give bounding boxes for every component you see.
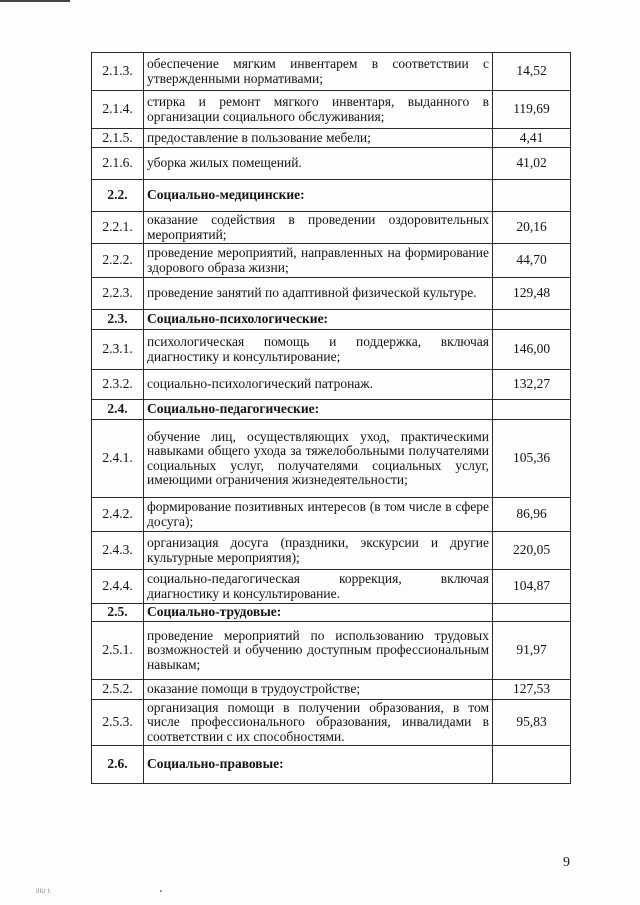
service-description: обучение лиц, осуществляющих уход, практическими навыками общего ухода за тяжелобольными получателями социальных услуг, получателями социальных услуг, имеющими ограничения жизнедеятельности;	[144, 420, 493, 498]
row-number: 2.2.2.	[92, 244, 144, 278]
tariff-value: 91,97	[493, 622, 571, 680]
footer-mark: IIIU I:	[36, 888, 52, 895]
row-number: 2.3.	[92, 310, 144, 330]
section-row	[92, 400, 571, 420]
service-description: формирование позитивных интересов (в том числе в сфере досуга);	[144, 498, 493, 532]
row-number: 2.5.3.	[92, 700, 144, 746]
service-description: проведение мероприятий, направленных на формирование здорового образа жизни;	[144, 244, 493, 278]
table-row	[92, 532, 571, 570]
service-description: уборка жилых помещений.	[144, 148, 493, 180]
tariff-value	[493, 746, 571, 784]
service-description: психологическая помощь и поддержка, включая диагностику и консультирование;	[144, 330, 493, 370]
tariff-value: 20,16	[493, 212, 571, 244]
tariff-value: 127,53	[493, 680, 571, 700]
table-row	[92, 278, 571, 310]
service-description: социально-психологический патронаж.	[144, 370, 493, 400]
service-description: социально-педагогическая коррекция, включая диагностику и консультирование.	[144, 570, 493, 604]
table-row	[92, 129, 571, 148]
service-description: оказание содействия в проведении оздоровительных мероприятий;	[144, 212, 493, 244]
row-number: 2.2.	[92, 180, 144, 212]
row-number: 2.4.4.	[92, 570, 144, 604]
service-description: организация досуга (праздники, экскурсии и другие культурные мероприятия);	[144, 532, 493, 570]
footer-dot	[160, 890, 162, 892]
row-number: 2.2.3.	[92, 278, 144, 310]
table-row	[92, 570, 571, 604]
section-title: Социально-педагогические:	[144, 400, 493, 420]
tariff-value: 132,27	[493, 370, 571, 400]
tariff-value: 44,70	[493, 244, 571, 278]
section-row	[92, 310, 571, 330]
tariff-value: 146,00	[493, 330, 571, 370]
section-title: Социально-психологические:	[144, 310, 493, 330]
tariff-value	[493, 310, 571, 330]
row-number: 2.5.1.	[92, 622, 144, 680]
service-description: стирка и ремонт мягкого инвентаря, выданного в организации социального обслуживания;	[144, 91, 493, 129]
row-number: 2.5.2.	[92, 680, 144, 700]
tariff-value: 129,48	[493, 278, 571, 310]
table-row	[92, 498, 571, 532]
services-tariff-table	[91, 52, 571, 784]
tariff-value	[493, 400, 571, 420]
tariff-value: 105,36	[493, 420, 571, 498]
table-row	[92, 420, 571, 498]
section-row	[92, 180, 571, 212]
tariff-value: 220,05	[493, 532, 571, 570]
tariff-value	[493, 604, 571, 622]
row-number: 2.1.3.	[92, 53, 144, 91]
table-row	[92, 91, 571, 129]
scan-edge-line	[0, 0, 70, 2]
table-row	[92, 53, 571, 91]
service-description: организация помощи в получении образования, в том числе профессионального образования, инвалидами в соответствии с их способностями.	[144, 700, 493, 746]
tariff-value: 14,52	[493, 53, 571, 91]
service-description: проведение занятий по адаптивной физической культуре.	[144, 278, 493, 310]
row-number: 2.2.1.	[92, 212, 144, 244]
tariff-value: 41,02	[493, 148, 571, 180]
row-number: 2.3.1.	[92, 330, 144, 370]
service-description: оказание помощи в трудоустройстве;	[144, 680, 493, 700]
row-number: 2.1.5.	[92, 129, 144, 148]
tariff-value: 86,96	[493, 498, 571, 532]
row-number: 2.3.2.	[92, 370, 144, 400]
tariff-value: 95,83	[493, 700, 571, 746]
section-title: Социально-медицинские:	[144, 180, 493, 212]
row-number: 2.4.3.	[92, 532, 144, 570]
tariff-value: 104,87	[493, 570, 571, 604]
document-page	[91, 52, 571, 784]
section-row	[92, 746, 571, 784]
table-row	[92, 330, 571, 370]
row-number: 2.4.	[92, 400, 144, 420]
row-number: 2.6.	[92, 746, 144, 784]
section-title: Социально-трудовые:	[144, 604, 493, 622]
table-row	[92, 212, 571, 244]
row-number: 2.5.	[92, 604, 144, 622]
row-number: 2.1.6.	[92, 148, 144, 180]
tariff-value: 119,69	[493, 91, 571, 129]
row-number: 2.4.1.	[92, 420, 144, 498]
section-title: Социально-правовые:	[144, 746, 493, 784]
row-number: 2.4.2.	[92, 498, 144, 532]
page-number: 9	[563, 855, 570, 870]
tariff-value: 4,41	[493, 129, 571, 148]
service-description: проведение мероприятий по использованию трудовых возможностей и обучению доступным профессиональным навыкам;	[144, 622, 493, 680]
table-row	[92, 622, 571, 680]
table-row	[92, 700, 571, 746]
section-row	[92, 604, 571, 622]
table-row	[92, 680, 571, 700]
service-description: обеспечение мягким инвентарем в соответствии с утвержденными нормативами;	[144, 53, 493, 91]
table-row	[92, 148, 571, 180]
tariff-value	[493, 180, 571, 212]
table-row	[92, 244, 571, 278]
row-number: 2.1.4.	[92, 91, 144, 129]
table-row	[92, 370, 571, 400]
service-description: предоставление в пользование мебели;	[144, 129, 493, 148]
